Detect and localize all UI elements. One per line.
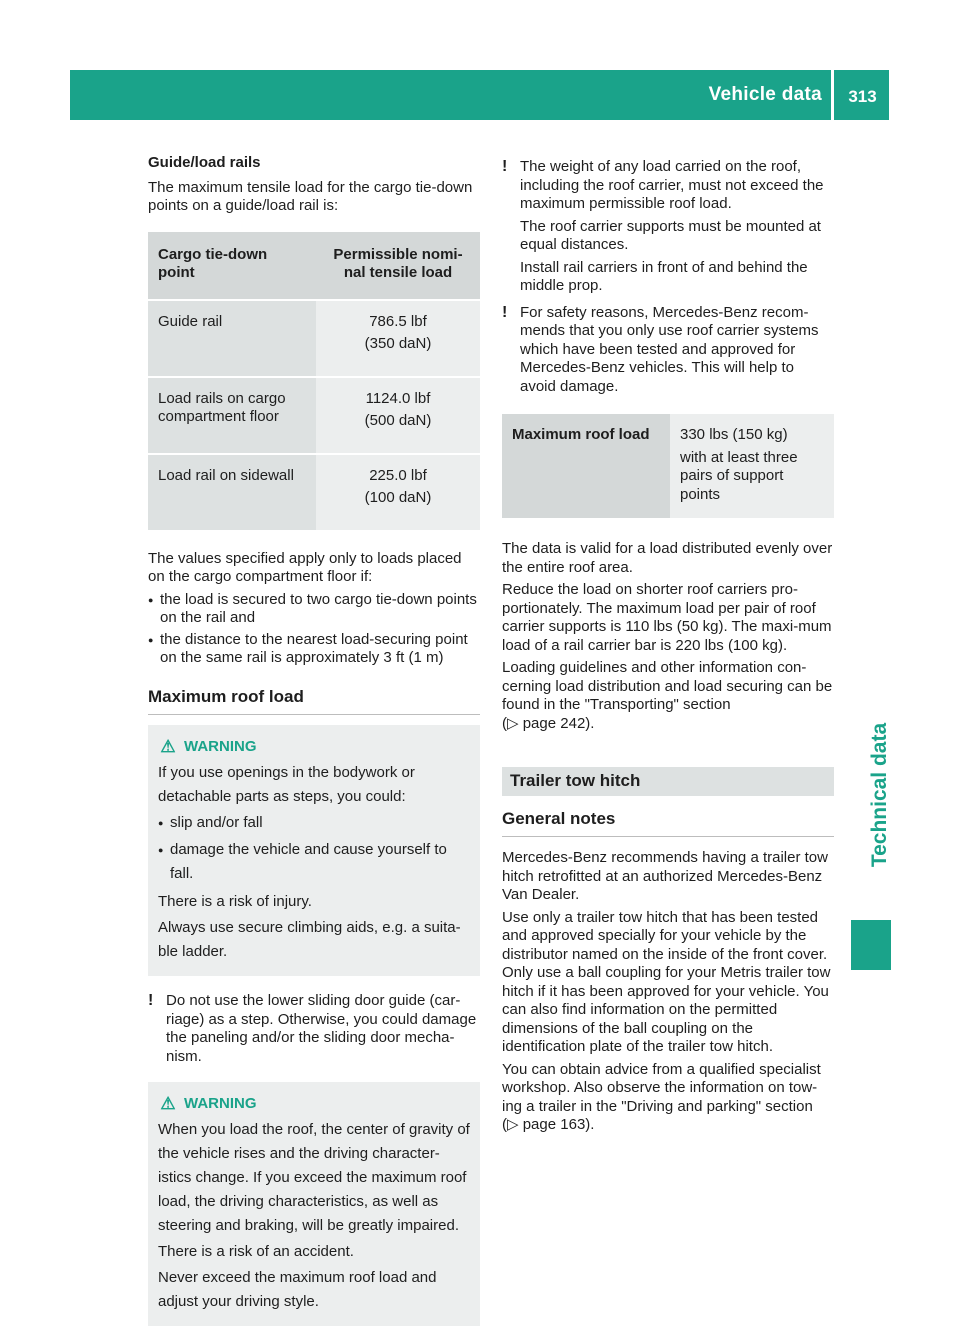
list-item: ● damage the vehicle and cause yourself to fall.	[158, 838, 472, 886]
guide-rails-heading: Guide/load rails	[148, 154, 261, 171]
warning-title	[158, 735, 472, 759]
notice-roof-weight	[502, 158, 834, 296]
load-lbf: 225.0 lbf	[369, 466, 427, 484]
table-cell-load	[316, 299, 480, 376]
paragraph-text: You can obtain advice from a qualified specialist workshop. Also observe the information on tow-ing a trailer in the "Driving and parking" section	[502, 1060, 821, 1115]
values-conditions-list	[148, 591, 480, 668]
list-item: ● the load is secured to two cargo tie-down points on the rail and	[148, 591, 480, 628]
values-intro: The values specified apply only to loads placed on the cargo compartment floor if:	[148, 549, 462, 585]
warning-list	[158, 811, 472, 886]
load-lbf: 1124.0 lbf	[365, 389, 431, 407]
warning-risk: There is a risk of an accident.	[158, 1243, 354, 1260]
exclamation-icon: !	[502, 158, 508, 175]
general-notes-body	[502, 849, 834, 1135]
list-item: ● the distance to the nearest load-securing point on the same rail is approximately 3 ft (1 m)	[148, 631, 480, 668]
header-separator	[831, 70, 834, 120]
side-tab	[860, 650, 900, 940]
table-row	[148, 299, 480, 376]
notice-text: Install rail carriers in front of and behind the middle prop.	[520, 258, 808, 294]
table-cell-point: Load rails on cargo compartment floor	[148, 376, 316, 453]
page-ref-arrow-icon: ▷	[507, 714, 519, 732]
roof-load-value	[670, 414, 834, 518]
page-ref-arrow-icon: ▷	[507, 1116, 519, 1133]
warning-title-text: WARNING	[184, 738, 257, 755]
roof-load-condition: with at least three pairs of support points	[680, 448, 798, 503]
notice-text: Do not use the lower sliding door guide (car-riage) as a step. Otherwise, you could damage the paneling and/or the sliding door mecha-nism.	[166, 992, 477, 1065]
warning-title	[158, 1092, 472, 1116]
table-header-point: Cargo tie-down point	[148, 232, 316, 299]
trailer-section-heading: Trailer tow hitch	[502, 767, 834, 796]
warning-title-text: WARNING	[184, 1095, 257, 1112]
notice-safety	[502, 304, 834, 397]
roof-load-label: Maximum roof load	[502, 414, 670, 518]
warning-triangle-icon: ⚠	[160, 737, 176, 756]
max-roof-load-heading: Maximum roof load	[148, 688, 480, 716]
paragraph: Reduce the load on shorter roof carriers pro-portionately. The maximum load per pair of roof carrier supports is 110 lbs (50 kg). The maxi-mum load of a rail carrier bar is 220 lbs (100 kg).	[502, 581, 832, 654]
table-cell-load	[316, 453, 480, 530]
table-cell-point: Load rail on sidewall	[148, 453, 316, 530]
side-tab-label: Technical data	[867, 722, 891, 868]
load-dan: (350 daN)	[364, 335, 432, 352]
paragraph: Use only a trailer tow hitch that has been tested and approved specially for your vehicle by the distributor named on the inside of the front cover. Only use a ball coupling for your Metris trailer tow hitch if it has been approved for your vehicle. You can also find information on the permitted dimensions of the ball coupling on the identification plate of the trailer tow hitch.	[502, 908, 831, 1055]
notice-sliding-door	[148, 992, 480, 1066]
list-item: ● slip and/or fall	[158, 811, 472, 835]
warning-box-roof	[148, 1082, 480, 1326]
table-header-load: Permissible nomi-nal tensile load	[316, 232, 480, 299]
roof-load-weight: 330 lbs (150 kg)	[680, 426, 788, 443]
warning-triangle-icon: ⚠	[160, 1094, 176, 1113]
table-header-row	[148, 232, 480, 299]
warning-advice: Never exceed the maximum roof load and adjust your driving style.	[158, 1269, 437, 1310]
load-dan: (100 daN)	[364, 489, 432, 506]
table-row	[502, 414, 834, 518]
general-notes-heading: General notes	[502, 810, 834, 838]
table-row	[148, 453, 480, 530]
load-dan: (500 daN)	[364, 412, 432, 429]
paragraph-text: Loading guidelines and other information con-cerning load distribution and load securing can be found in the "Transporting" section	[502, 659, 833, 713]
page-number: 313	[848, 87, 877, 106]
table-cell-load	[316, 376, 480, 453]
left-column	[148, 150, 480, 1326]
page-reference-link[interactable]: page 242).	[522, 714, 595, 732]
notice-text: For safety reasons, Mercedes-Benz recom-mends that you only use roof carrier systems which have been tested and approved for Mercedes-Benz vehicles. This will help to avoid damage.	[520, 303, 819, 395]
warning-advice: Always use secure climbing aids, e.g. a suita-ble ladder.	[158, 919, 461, 960]
notice-text: The roof carrier supports must be mounted at equal distances.	[520, 217, 821, 253]
side-tab-marker	[851, 920, 891, 970]
page-reference-link[interactable]: page 163).	[522, 1116, 595, 1133]
right-column	[502, 158, 834, 1139]
max-roof-load-table	[502, 414, 834, 518]
warning-box-steps	[148, 725, 480, 976]
guide-rails-intro: The maximum tensile load for the cargo tie-down points on a guide/load rail is:	[148, 178, 473, 214]
load-lbf: 786.5 lbf	[369, 312, 427, 330]
paragraph: Loading guidelines and other information con-cerning load distribution and load securing can be found in the "Transporting" section (▷ page 242).	[502, 659, 833, 732]
tensile-load-table	[148, 232, 480, 530]
paragraph: The data is valid for a load distributed evenly over the entire roof area.	[502, 540, 833, 576]
exclamation-icon: !	[148, 992, 154, 1009]
table-row	[148, 376, 480, 453]
notice-text: The weight of any load carried on the roof, including the roof carrier, must not exceed the maximum permissible roof load.	[520, 158, 824, 212]
paragraph: You can obtain advice from a qualified specialist workshop. Also observe the information on tow-ing a trailer in the "Driving and parking" section (▷ page 163).	[502, 1060, 821, 1133]
table-cell-point: Guide rail	[148, 299, 316, 376]
header-title: Vehicle data	[708, 84, 822, 105]
warning-intro: If you use openings in the bodywork or detachable parts as steps, you could:	[158, 764, 415, 805]
paragraph: Mercedes-Benz recommends having a trailer tow hitch retrofitted at an authorized Mercedes-Benz Van Dealer.	[502, 849, 828, 903]
warning-text: When you load the roof, the center of gravity of the vehicle rises and the driving character-istics change. If you exceed the maximum roof load, the driving characteristics, as well as steering and braking, will be greatly impaired.	[158, 1121, 470, 1234]
exclamation-icon: !	[502, 303, 508, 321]
warning-risk: There is a risk of injury.	[158, 893, 312, 910]
